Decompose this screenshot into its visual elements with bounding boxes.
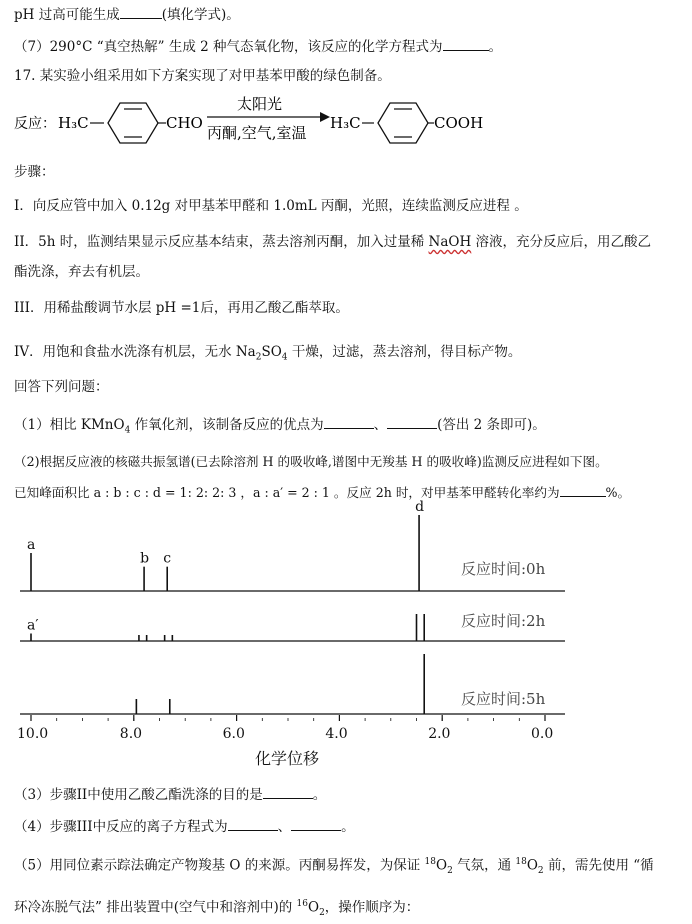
subscript: 2 — [537, 866, 544, 877]
step-3: III．用稀盐酸调节水层 pH =1后，再用乙酸乙酯萃取。 — [14, 300, 349, 316]
line1-text: pH 过高可能生成 — [14, 7, 120, 23]
step-4-formula: SO — [261, 344, 282, 360]
x-tick-label: 10.0 — [17, 726, 49, 742]
question-2-line-2 — [14, 482, 630, 503]
question-7 — [14, 36, 502, 57]
q3-tail: 。 — [312, 787, 327, 803]
q6-o: O — [307, 899, 320, 916]
x-tick-label: 8.0 — [119, 726, 143, 742]
panel-time-label: 反应时间:5h — [461, 690, 546, 708]
step-4 — [14, 342, 521, 368]
superscript: 16 — [296, 899, 308, 909]
subscript: 2 — [447, 866, 453, 877]
q5-o: O — [435, 857, 448, 874]
step-2 — [14, 232, 651, 252]
reactant-aldehyde: CHO — [166, 114, 203, 132]
q5-tail: 前，需先使用 “循 — [543, 857, 654, 874]
subscript: 2 — [255, 352, 262, 363]
answer-blank — [263, 784, 313, 799]
question-5 — [14, 852, 654, 881]
q4-separator: 、 — [277, 819, 292, 835]
nmr-chart — [0, 499, 692, 780]
question-5-continued — [14, 894, 419, 923]
step-2-text: II．5h 时，监测结果显示反应基本结束，蒸去溶剂丙酮，加入过量稀 — [14, 234, 429, 250]
answer-blank — [228, 816, 278, 831]
reaction-scheme — [0, 90, 692, 154]
answer-blank — [291, 816, 341, 831]
x-tick-label: 4.0 — [325, 726, 348, 742]
peak-label: a — [27, 537, 36, 553]
subscript: 4 — [281, 352, 288, 363]
answer-label: 回答下列问题： — [14, 379, 109, 395]
x-tick-label: 2.0 — [428, 726, 451, 742]
superscript: 18 — [424, 857, 436, 867]
peak-label: a′ — [27, 617, 39, 634]
question-3 — [14, 784, 326, 805]
answer-blank — [120, 4, 162, 19]
peak-label: c — [163, 550, 172, 567]
nmr-chart-svg — [0, 499, 692, 780]
naoh-term: NaOH — [428, 234, 472, 250]
q1-text-cont: 作氧化剂，该制备反应的优点为 — [130, 417, 324, 433]
text-line-1 — [14, 4, 240, 25]
question-17-intro: 17. 某实验小组采用如下方案实现了对甲基苯甲酸的绿色制备。 — [14, 68, 391, 84]
answer-blank — [443, 36, 489, 51]
q1-tail: (答出 2 条即可)。 — [437, 417, 546, 433]
step-4-text: IV．用饱和食盐水洗涤有机层，无水 Na — [14, 344, 256, 360]
product-carboxyl: COOH — [434, 114, 484, 132]
peak-label: d — [415, 499, 425, 515]
arrow-top-label: 太阳光 — [237, 95, 283, 113]
q2-tail: %。 — [605, 485, 631, 500]
subscript: 2 — [319, 908, 325, 919]
arrow-bottom-label: 丙酮,空气,室温 — [207, 124, 307, 142]
product-methyl: H₃C — [330, 114, 361, 132]
question-1 — [14, 414, 546, 441]
question-4 — [14, 816, 355, 837]
q2-text: 已知峰面积比 a : b : c : d = 1: 2: 2: 3 ，a : a′ = 2 : 1 。反应 2h 时，对甲基苯甲醛转化率约为 — [14, 485, 560, 500]
q5-o: O — [526, 857, 538, 874]
question-7-text: （7）290°C “真空热解” 生成 2 种气态氧化物，该反应的化学方程式为 — [14, 39, 443, 55]
panel-time-label: 反应时间:2h — [461, 612, 546, 630]
x-tick-label: 0.0 — [531, 726, 554, 742]
line1-tail: (填化学式)。 — [161, 7, 240, 23]
question-2-line-1: （2)根据反应液的核磁共振氢谱(已去除溶剂 H 的吸收峰,谱图中无羧基 H 的吸收峰)监测反应进程如下图。 — [14, 454, 608, 469]
reactant-methyl: H₃C — [58, 114, 89, 132]
step-2-continued: 酯洗涤，弃去有机层。 — [14, 264, 149, 280]
q4-text: （4）步骤III中反应的离子方程式为 — [14, 819, 228, 835]
reaction-svg — [0, 90, 692, 154]
subscript: 4 — [124, 425, 131, 436]
peak-label: b — [140, 550, 150, 567]
q5-text-cont: 气氛，通 — [452, 857, 516, 874]
q6-text: 环冷冻脱气法” 排出装置中(空气中和溶剂中)的 — [14, 899, 297, 916]
step-4-tail: 干燥，过滤，蒸去溶剂，得目标产物。 — [287, 344, 522, 360]
panel-time-label: 反应时间:0h — [461, 560, 546, 578]
answer-blank — [387, 414, 437, 429]
step-2-text-cont: 溶液，充分反应后，用乙酸乙 — [471, 234, 652, 250]
q6-tail: ，操作顺序为： — [324, 899, 420, 916]
reaction-label: 反应： — [14, 116, 56, 132]
x-tick-label: 6.0 — [222, 726, 245, 742]
q3-text: （3）步骤II中使用乙酸乙酯洗涤的目的是 — [14, 787, 263, 803]
q5-text: （5）用同位素示踪法确定产物羧基 O 的来源。丙酮易挥发，为保证 — [14, 857, 425, 874]
q1-text: （1）相比 KMnO — [14, 417, 125, 433]
question-7-tail: 。 — [488, 39, 502, 55]
q4-tail: 。 — [341, 819, 355, 835]
steps-label: 步骤： — [14, 164, 55, 180]
superscript: 18 — [515, 857, 527, 867]
answer-blank — [324, 414, 374, 429]
x-axis-label: 化学位移 — [255, 749, 320, 768]
q1-separator: 、 — [373, 417, 388, 433]
step-1: I．向反应管中加入 0.12g 对甲基苯甲醛和 1.0mL 丙酮，光照，连续监测反应进程 。 — [14, 198, 528, 214]
answer-blank — [560, 482, 606, 497]
